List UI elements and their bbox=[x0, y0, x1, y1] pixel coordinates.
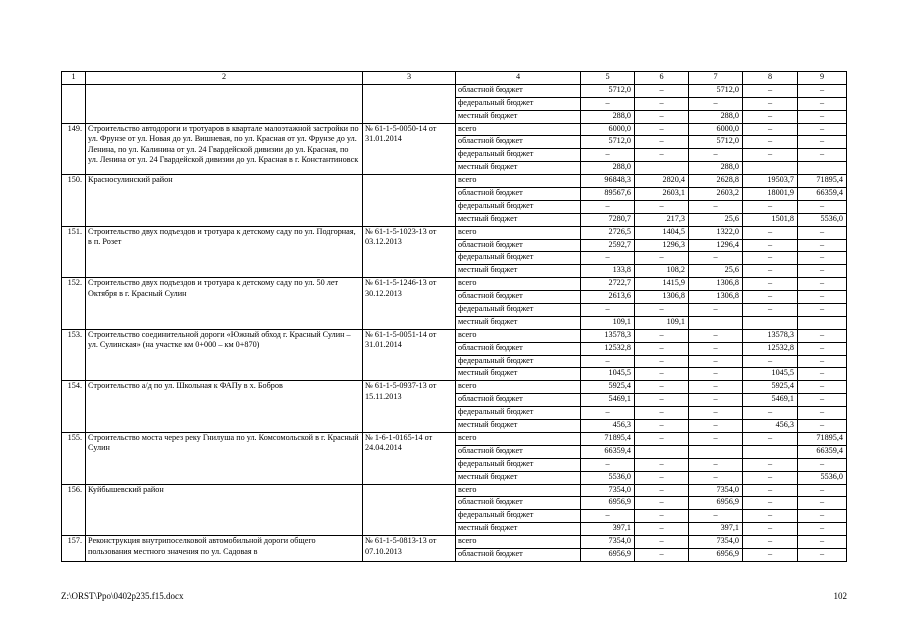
amount-cell: – bbox=[798, 84, 847, 97]
amount-cell: – bbox=[689, 200, 743, 213]
amount-cell: – bbox=[581, 97, 635, 110]
amount-cell: 108,2 bbox=[635, 265, 689, 278]
amount-cell: 19503,7 bbox=[743, 175, 798, 188]
amount-cell: – bbox=[743, 110, 798, 123]
table-row bbox=[62, 84, 847, 97]
amount-cell: – bbox=[635, 329, 689, 342]
amount-cell: 456,3 bbox=[743, 420, 798, 433]
table-row bbox=[62, 484, 847, 497]
amount-cell: – bbox=[798, 484, 847, 497]
amount-cell: – bbox=[635, 368, 689, 381]
amount-cell: – bbox=[689, 420, 743, 433]
amount-cell: 1296,3 bbox=[635, 239, 689, 252]
amount-cell: – bbox=[635, 548, 689, 561]
object-name: Строительство автодороги и тротуаров в квартале малоэтажной застройки по ул. Фрунзе от ул. Новая до ул. Вишневая, по ул. Красная от ул. Фрунзе до ул. Ленина, по ул. Калинина от ул. 24 Гвардейской дивизии до ул. Красная, по ул. Ленина от ул. 24 Гвардейской дивизии до ул. Красная в г. Константиновск bbox=[86, 123, 363, 175]
funding-source: областной бюджет bbox=[456, 136, 581, 149]
funding-source: местный бюджет bbox=[456, 110, 581, 123]
amount-cell: – bbox=[743, 407, 798, 420]
amount-cell: – bbox=[635, 97, 689, 110]
amount-cell: – bbox=[798, 420, 847, 433]
amount-cell: – bbox=[798, 123, 847, 136]
funding-source: федеральный бюджет bbox=[456, 458, 581, 471]
amount-cell: 6000,0 bbox=[689, 123, 743, 136]
amount-cell: 109,1 bbox=[635, 316, 689, 329]
amount-cell: – bbox=[798, 355, 847, 368]
amount-cell: – bbox=[581, 252, 635, 265]
table-body bbox=[62, 72, 847, 562]
amount-cell: – bbox=[581, 355, 635, 368]
amount-cell: – bbox=[635, 355, 689, 368]
page-number: 102 bbox=[833, 591, 847, 601]
amount-cell: 7354,0 bbox=[581, 536, 635, 549]
amount-cell: – bbox=[743, 200, 798, 213]
amount-cell: – bbox=[635, 458, 689, 471]
amount-cell: – bbox=[635, 84, 689, 97]
amount-cell: 66359,4 bbox=[798, 188, 847, 201]
amount-cell: – bbox=[689, 342, 743, 355]
amount-cell: – bbox=[743, 239, 798, 252]
amount-cell: – bbox=[689, 471, 743, 484]
amount-cell: 133,8 bbox=[581, 265, 635, 278]
amount-cell: – bbox=[798, 200, 847, 213]
object-name bbox=[86, 84, 363, 123]
amount-cell: – bbox=[743, 84, 798, 97]
funding-source: областной бюджет bbox=[456, 445, 581, 458]
amount-cell: – bbox=[743, 548, 798, 561]
amount-cell: 2592,7 bbox=[581, 239, 635, 252]
amount-cell: 217,3 bbox=[635, 213, 689, 226]
document-ref: № 61-1-5-0937-13 от 15.11.2013 bbox=[363, 381, 456, 433]
amount-cell: – bbox=[743, 355, 798, 368]
header-cell: 9 bbox=[798, 72, 847, 85]
amount-cell bbox=[743, 445, 798, 458]
amount-cell: 288,0 bbox=[581, 162, 635, 175]
object-name: Строительство моста через реку Гнилуша по ул. Комсомольской в г. Красный Сулин bbox=[86, 432, 363, 484]
amount-cell: 5712,0 bbox=[581, 136, 635, 149]
amount-cell: – bbox=[798, 226, 847, 239]
amount-cell: 5536,0 bbox=[581, 471, 635, 484]
header-cell: 1 bbox=[62, 72, 86, 85]
row-number: 155. bbox=[62, 432, 86, 484]
amount-cell: – bbox=[689, 329, 743, 342]
amount-cell: – bbox=[635, 110, 689, 123]
amount-cell: – bbox=[798, 252, 847, 265]
funding-source: всего bbox=[456, 226, 581, 239]
amount-cell: 66359,4 bbox=[581, 445, 635, 458]
amount-cell bbox=[635, 445, 689, 458]
amount-cell: – bbox=[581, 200, 635, 213]
amount-cell: – bbox=[743, 252, 798, 265]
funding-source: всего bbox=[456, 278, 581, 291]
amount-cell bbox=[743, 316, 798, 329]
funding-source: всего bbox=[456, 329, 581, 342]
amount-cell: 2603,2 bbox=[689, 188, 743, 201]
document-ref: № 61-1-5-0050-14 от 31.01.2014 bbox=[363, 123, 456, 175]
amount-cell: – bbox=[743, 432, 798, 445]
funding-source: федеральный бюджет bbox=[456, 252, 581, 265]
amount-cell: 5712,0 bbox=[581, 84, 635, 97]
funding-source: федеральный бюджет bbox=[456, 510, 581, 523]
header-cell: 6 bbox=[635, 72, 689, 85]
funding-source: местный бюджет bbox=[456, 368, 581, 381]
row-number: 150. bbox=[62, 175, 86, 227]
amount-cell: – bbox=[798, 97, 847, 110]
amount-cell bbox=[798, 162, 847, 175]
amount-cell: 2613,6 bbox=[581, 291, 635, 304]
amount-cell: 6956,9 bbox=[581, 497, 635, 510]
funding-source: областной бюджет bbox=[456, 497, 581, 510]
amount-cell: 1045,5 bbox=[743, 368, 798, 381]
row-number: 152. bbox=[62, 278, 86, 330]
object-name: Красносулинский район bbox=[86, 175, 363, 227]
amount-cell: – bbox=[635, 407, 689, 420]
amount-cell: – bbox=[743, 265, 798, 278]
amount-cell: – bbox=[798, 278, 847, 291]
table-row bbox=[62, 278, 847, 291]
amount-cell: 2820,4 bbox=[635, 175, 689, 188]
amount-cell: 288,0 bbox=[581, 110, 635, 123]
amount-cell: – bbox=[635, 123, 689, 136]
amount-cell: 7354,0 bbox=[689, 536, 743, 549]
amount-cell: 5469,1 bbox=[581, 394, 635, 407]
amount-cell: 13578,3 bbox=[581, 329, 635, 342]
amount-cell: – bbox=[743, 497, 798, 510]
amount-cell: – bbox=[798, 497, 847, 510]
table-row bbox=[62, 432, 847, 445]
amount-cell: – bbox=[798, 136, 847, 149]
amount-cell: – bbox=[798, 381, 847, 394]
amount-cell: – bbox=[581, 407, 635, 420]
amount-cell: – bbox=[689, 149, 743, 162]
amount-cell: 288,0 bbox=[689, 162, 743, 175]
amount-cell: 71895,4 bbox=[798, 432, 847, 445]
amount-cell: 5925,4 bbox=[581, 381, 635, 394]
amount-cell: – bbox=[798, 304, 847, 317]
funding-source: всего bbox=[456, 536, 581, 549]
amount-cell: 5712,0 bbox=[689, 84, 743, 97]
amount-cell: – bbox=[635, 252, 689, 265]
header-cell: 8 bbox=[743, 72, 798, 85]
amount-cell: – bbox=[798, 110, 847, 123]
amount-cell: 6000,0 bbox=[581, 123, 635, 136]
funding-source: федеральный бюджет bbox=[456, 407, 581, 420]
amount-cell: – bbox=[689, 432, 743, 445]
amount-cell: – bbox=[689, 355, 743, 368]
funding-source: всего bbox=[456, 484, 581, 497]
amount-cell: 1404,5 bbox=[635, 226, 689, 239]
amount-cell: – bbox=[798, 342, 847, 355]
funding-source: местный бюджет bbox=[456, 471, 581, 484]
amount-cell: – bbox=[798, 458, 847, 471]
amount-cell: 13578,3 bbox=[743, 329, 798, 342]
amount-cell: – bbox=[635, 420, 689, 433]
amount-cell: – bbox=[798, 394, 847, 407]
amount-cell: – bbox=[798, 149, 847, 162]
funding-source: федеральный бюджет bbox=[456, 304, 581, 317]
funding-source: всего bbox=[456, 175, 581, 188]
amount-cell: 7354,0 bbox=[689, 484, 743, 497]
amount-cell: 5536,0 bbox=[798, 213, 847, 226]
amount-cell: 18001,9 bbox=[743, 188, 798, 201]
document-ref bbox=[363, 484, 456, 536]
amount-cell: 25,6 bbox=[689, 265, 743, 278]
amount-cell: 1415,9 bbox=[635, 278, 689, 291]
amount-cell bbox=[689, 445, 743, 458]
amount-cell: – bbox=[798, 548, 847, 561]
amount-cell: – bbox=[798, 329, 847, 342]
amount-cell: – bbox=[743, 291, 798, 304]
row-number: 154. bbox=[62, 381, 86, 433]
amount-cell: – bbox=[689, 381, 743, 394]
amount-cell: 5712,0 bbox=[689, 136, 743, 149]
object-name: Строительство двух подъездов и тротуара к детскому саду по ул. Подгорная, в п. Розет bbox=[86, 226, 363, 278]
document-ref bbox=[363, 84, 456, 123]
row-number: 156. bbox=[62, 484, 86, 536]
amount-cell: – bbox=[798, 510, 847, 523]
amount-cell: 71895,4 bbox=[798, 175, 847, 188]
amount-cell: 5925,4 bbox=[743, 381, 798, 394]
document-ref: № 61-1-5-0051-14 от 31.01.2014 bbox=[363, 329, 456, 381]
table-row bbox=[62, 175, 847, 188]
funding-source: местный бюджет bbox=[456, 213, 581, 226]
amount-cell: – bbox=[635, 136, 689, 149]
amount-cell: – bbox=[635, 497, 689, 510]
table-row bbox=[62, 123, 847, 136]
amount-cell: 1045,5 bbox=[581, 368, 635, 381]
amount-cell: 25,6 bbox=[689, 213, 743, 226]
amount-cell: – bbox=[635, 381, 689, 394]
document-ref: № 61-1-5-0813-13 от 07.10.2013 bbox=[363, 536, 456, 562]
funding-source: местный бюджет bbox=[456, 316, 581, 329]
amount-cell: – bbox=[581, 458, 635, 471]
amount-cell: – bbox=[635, 510, 689, 523]
amount-cell: – bbox=[798, 368, 847, 381]
amount-cell bbox=[743, 162, 798, 175]
header-cell: 3 bbox=[363, 72, 456, 85]
amount-cell: – bbox=[798, 265, 847, 278]
amount-cell: – bbox=[743, 458, 798, 471]
row-number: 149. bbox=[62, 123, 86, 175]
amount-cell: 2726,5 bbox=[581, 226, 635, 239]
amount-cell: 109,1 bbox=[581, 316, 635, 329]
amount-cell: – bbox=[689, 304, 743, 317]
amount-cell: – bbox=[689, 458, 743, 471]
document-ref: № 1-6-1-0165-14 от 24.04.2014 bbox=[363, 432, 456, 484]
amount-cell: 456,3 bbox=[581, 420, 635, 433]
funding-source: областной бюджет bbox=[456, 84, 581, 97]
amount-cell: 288,0 bbox=[689, 110, 743, 123]
amount-cell: – bbox=[689, 252, 743, 265]
amount-cell: 1306,8 bbox=[635, 291, 689, 304]
funding-source: областной бюджет bbox=[456, 548, 581, 561]
document-ref bbox=[363, 175, 456, 227]
object-name: Строительство а/д по ул. Школьная к ФАПу в х. Бобров bbox=[86, 381, 363, 433]
amount-cell: – bbox=[743, 484, 798, 497]
funding-source: федеральный бюджет bbox=[456, 149, 581, 162]
amount-cell: 71895,4 bbox=[581, 432, 635, 445]
amount-cell: – bbox=[689, 394, 743, 407]
table-row bbox=[62, 536, 847, 549]
row-number: 153. bbox=[62, 329, 86, 381]
amount-cell: – bbox=[743, 136, 798, 149]
amount-cell: 1322,0 bbox=[689, 226, 743, 239]
amount-cell bbox=[689, 316, 743, 329]
amount-cell: – bbox=[743, 226, 798, 239]
amount-cell: 12532,8 bbox=[743, 342, 798, 355]
amount-cell: 6956,9 bbox=[689, 497, 743, 510]
amount-cell: – bbox=[743, 523, 798, 536]
header-cell: 4 bbox=[456, 72, 581, 85]
funding-source: всего bbox=[456, 432, 581, 445]
budget-table bbox=[61, 71, 847, 562]
amount-cell: 397,1 bbox=[581, 523, 635, 536]
amount-cell: – bbox=[743, 97, 798, 110]
amount-cell: 6956,9 bbox=[689, 548, 743, 561]
amount-cell: – bbox=[743, 304, 798, 317]
amount-cell: 89567,6 bbox=[581, 188, 635, 201]
funding-source: областной бюджет bbox=[456, 188, 581, 201]
amount-cell: – bbox=[689, 97, 743, 110]
funding-source: всего bbox=[456, 123, 581, 136]
header-cell: 2 bbox=[86, 72, 363, 85]
amount-cell: – bbox=[635, 149, 689, 162]
amount-cell: 1306,8 bbox=[689, 278, 743, 291]
amount-cell: – bbox=[798, 291, 847, 304]
amount-cell: 12532,8 bbox=[581, 342, 635, 355]
document-ref: № 61-1-5-1246-13 от 30.12.2013 bbox=[363, 278, 456, 330]
funding-source: областной бюджет bbox=[456, 394, 581, 407]
amount-cell: – bbox=[798, 536, 847, 549]
amount-cell: – bbox=[635, 432, 689, 445]
table-row bbox=[62, 329, 847, 342]
header-cell: 7 bbox=[689, 72, 743, 85]
funding-source: местный бюджет bbox=[456, 523, 581, 536]
amount-cell: 1306,8 bbox=[689, 291, 743, 304]
table-row bbox=[62, 381, 847, 394]
amount-cell: – bbox=[635, 200, 689, 213]
amount-cell: 397,1 bbox=[689, 523, 743, 536]
funding-source: федеральный бюджет bbox=[456, 97, 581, 110]
amount-cell: – bbox=[798, 523, 847, 536]
amount-cell: – bbox=[689, 407, 743, 420]
amount-cell: – bbox=[581, 149, 635, 162]
amount-cell: – bbox=[635, 342, 689, 355]
amount-cell: – bbox=[743, 123, 798, 136]
funding-source: всего bbox=[456, 381, 581, 394]
amount-cell: – bbox=[689, 510, 743, 523]
funding-source: областной бюджет bbox=[456, 239, 581, 252]
amount-cell: – bbox=[743, 536, 798, 549]
amount-cell: – bbox=[635, 536, 689, 549]
amount-cell: – bbox=[635, 471, 689, 484]
object-name: Куйбышевский район bbox=[86, 484, 363, 536]
amount-cell: – bbox=[635, 304, 689, 317]
amount-cell: – bbox=[635, 394, 689, 407]
amount-cell: 1296,4 bbox=[689, 239, 743, 252]
amount-cell: – bbox=[798, 407, 847, 420]
amount-cell bbox=[798, 316, 847, 329]
funding-source: местный бюджет bbox=[456, 265, 581, 278]
funding-source: местный бюджет bbox=[456, 420, 581, 433]
funding-source: местный бюджет bbox=[456, 162, 581, 175]
document-ref: № 61-1-5-1023-13 от 03.12.2013 bbox=[363, 226, 456, 278]
amount-cell: 1501,8 bbox=[743, 213, 798, 226]
funding-source: областной бюджет bbox=[456, 342, 581, 355]
amount-cell: 2722,7 bbox=[581, 278, 635, 291]
funding-source: федеральный бюджет bbox=[456, 200, 581, 213]
row-number: 157. bbox=[62, 536, 86, 562]
row-number: 151. bbox=[62, 226, 86, 278]
funding-source: областной бюджет bbox=[456, 291, 581, 304]
amount-cell: 7354,0 bbox=[581, 484, 635, 497]
amount-cell: – bbox=[581, 304, 635, 317]
object-name: Реконструкция внутрипоселковой автомобильной дороги общего пользования местного значения по ул. Садовая в bbox=[86, 536, 363, 562]
amount-cell: – bbox=[581, 510, 635, 523]
amount-cell: 5536,0 bbox=[798, 471, 847, 484]
amount-cell: 6956,9 bbox=[581, 548, 635, 561]
amount-cell: – bbox=[798, 239, 847, 252]
amount-cell: 7280,7 bbox=[581, 213, 635, 226]
amount-cell: – bbox=[635, 484, 689, 497]
amount-cell: – bbox=[743, 149, 798, 162]
row-number bbox=[62, 84, 86, 123]
amount-cell: – bbox=[689, 368, 743, 381]
amount-cell: – bbox=[743, 471, 798, 484]
amount-cell bbox=[635, 162, 689, 175]
funding-source: федеральный бюджет bbox=[456, 355, 581, 368]
amount-cell: – bbox=[743, 510, 798, 523]
amount-cell: – bbox=[635, 523, 689, 536]
amount-cell: 96848,3 bbox=[581, 175, 635, 188]
file-path: Z:\ORST\Ppo\0402p235.f15.docx bbox=[61, 591, 184, 601]
amount-cell: 2628,8 bbox=[689, 175, 743, 188]
object-name: Строительство соединительной дороги «Южный обход г. Красный Сулин – ул. Сулинская» (на участке км 0+000 – км 0+870) bbox=[86, 329, 363, 381]
amount-cell: 5469,1 bbox=[743, 394, 798, 407]
object-name: Строительство двух подъездов и тротуара к детскому саду по ул. 50 лет Октября в г. Красный Сулин bbox=[86, 278, 363, 330]
table-row bbox=[62, 226, 847, 239]
header-cell: 5 bbox=[581, 72, 635, 85]
amount-cell: 2603,1 bbox=[635, 188, 689, 201]
amount-cell: 66359,4 bbox=[798, 445, 847, 458]
amount-cell: – bbox=[743, 278, 798, 291]
header-row bbox=[62, 72, 847, 85]
